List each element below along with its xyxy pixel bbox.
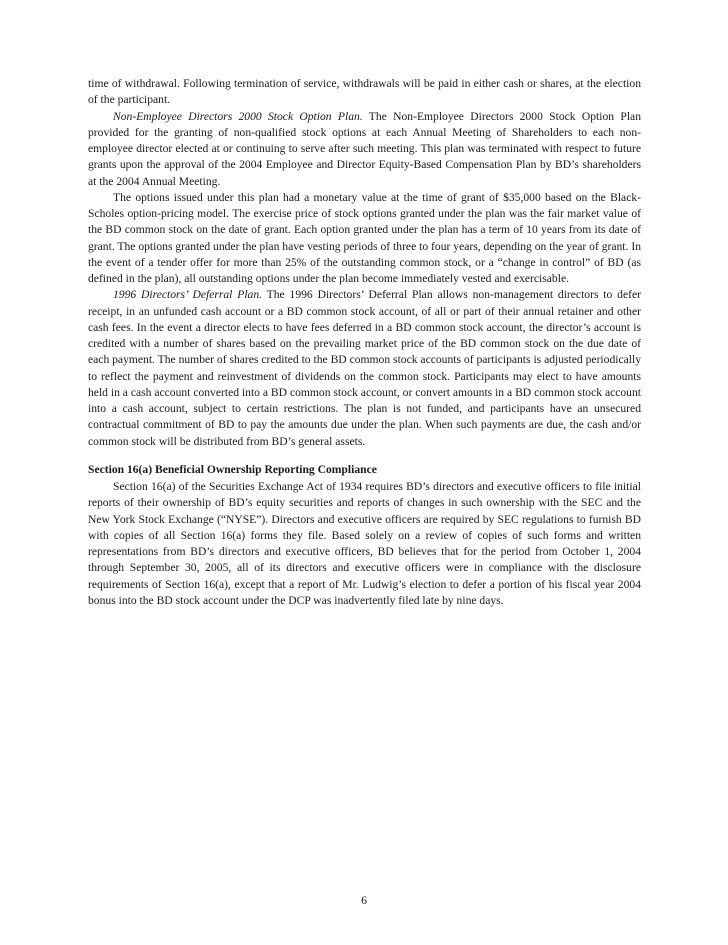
section-heading-16a: Section 16(a) Beneficial Ownership Reporting Compliance — [88, 462, 377, 476]
paragraph-withdrawal-continuation — [88, 76, 641, 109]
document-body — [88, 76, 641, 609]
paragraph-text: The 1996 Directors’ Deferral Plan allows non-management directors to defer receipt, in an unfunded cash account or a BD common stock account, of all or part of their annual retainer and other cash fees. In the event a director elects to have fees deferred in a BD common stock account, the director’s account is credited with a number of shares based on the prevailing market price of the BD common stock on the due date of each payment. The number of shares credited to the BD common stock accounts of participants is adjusted periodically to reflect the payment and reinvestment of dividends on the common stock. Participants may elect to have amounts held in a cash account converted into a BD common stock account, or convert amounts in a BD common stock account into a cash account, subject to certain restrictions. The plan is not funded, and participants have an unsecured contractual commitment of BD to pay the amounts due under the plan. When such payments are due, the cash and/or common stock will be distributed from BD’s general assets. — [88, 288, 641, 448]
paragraph-text: Section 16(a) of the Securities Exchange Act of 1934 requires BD’s directors and executive officers to file initial reports of their ownership of BD’s equity securities and reports of changes in such ownership with the SEC and the New York Stock Exchange (“NYSE”). Directors and executive officers are required by SEC regulations to furnish BD with copies of all Section 16(a) forms they file. Based solely on a review of copies of such forms and written representations from BD’s directors and executive officers, BD believes that for the period from October 1, 2004 through September 30, 2005, all of its directors and executive officers were in compliance with the disclosure requirements of Section 16(a), except that a report of Mr. Ludwig’s election to defer a portion of his fiscal year 2004 bonus into the BD stock account under the DCP was inadvertently filed late by nine days. — [88, 480, 641, 607]
page-number: 6 — [361, 894, 367, 907]
paragraph-text: The Non-Employee Directors 2000 Stock Option Plan provided for the granting of non-qualified stock options at each Annual Meeting of Shareholders to each non-employee director elected at or continuing to serve after such meeting. This plan was terminated with respect to future grants upon the approval of the 2004 Employee and Director Equity-Based Compensation Plan by BD’s shareholders at the 2004 Annual Meeting. — [88, 109, 641, 188]
plan-title-deferral: 1996 Directors’ Deferral Plan. — [113, 288, 263, 302]
paragraph-stock-option-plan — [88, 109, 641, 190]
paragraph-deferral-plan — [88, 287, 641, 450]
paragraph-section-16a — [88, 479, 641, 609]
plan-title-stock-option: Non-Employee Directors 2000 Stock Option Plan. — [113, 109, 363, 123]
paragraph-text: time of withdrawal. Following termination of service, withdrawals will be paid in either cash or shares, at the election of the participant. — [88, 77, 641, 107]
paragraph-text: The options issued under this plan had a monetary value at the time of grant of $35,000 based on the Black-Scholes option-pricing model. The exercise price of stock options granted under the plan was the fair market value of the BD common stock on the date of grant. Each option granted under the plan has a term of 10 years from its date of grant. The options granted under the plan have vesting periods of three to four years, depending on the year of grant. In the event of a tender offer for more than 25% of the outstanding common stock, or a “change in control” of BD (as defined in the plan), all outstanding options under the plan become immediately vested and exercisable. — [88, 190, 641, 285]
paragraph-options-issued — [88, 190, 641, 288]
